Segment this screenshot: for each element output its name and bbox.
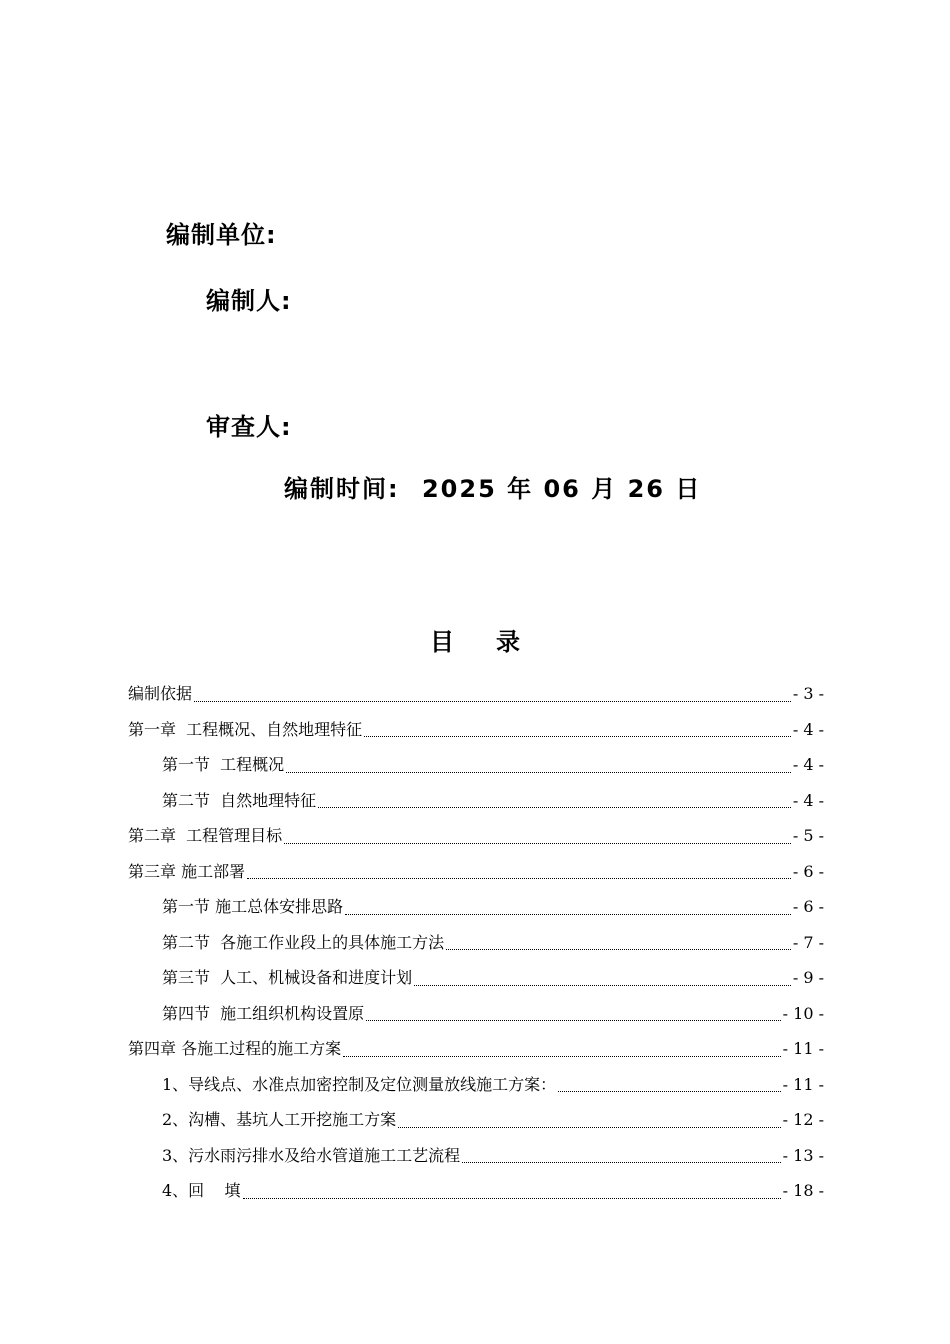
toc-leader-dots [286,771,791,773]
compile-date-label: 编制时间: [284,475,400,503]
toc-entry[interactable] [128,1173,824,1209]
toc-leader-dots [284,842,791,844]
toc-entry[interactable] [128,676,824,712]
toc-entry-label: 第二节 各施工作业段上的具体施工方法 [162,932,445,952]
toc-entry[interactable] [128,1102,824,1138]
compile-date-year-unit: 年 [507,475,534,503]
toc-leader-dots [194,700,791,702]
compile-date-year: 2025 [421,475,497,503]
compile-date-day: 26 [627,475,666,503]
toc-entry-page: - 18 - [782,1181,824,1200]
toc-entry-label: 第三节 人工、机械设备和进度计划 [162,968,413,987]
toc-entry-page: - 11 - [782,1074,824,1094]
compile-date-day-unit: 日 [675,475,702,503]
toc-entry-page: - 9 - [792,968,824,987]
toc-entry-page: - 12 - [782,1110,824,1129]
toc-entry[interactable] [128,1138,824,1174]
toc-entry-page: - 7 - [792,932,824,952]
toc-title-char-1: 目 [430,627,454,656]
toc-leader-dots [343,1055,781,1057]
toc-entry-page: - 6 - [792,861,824,881]
toc-entry-label: 第四节 施工组织机构设置原 [162,1003,365,1023]
toc-leader-dots [243,1197,781,1199]
toc-leader-dots [364,735,791,737]
compile-date [284,469,701,504]
compile-date-month-unit: 月 [591,475,618,503]
toc-entry-label: 第四章 各施工过程的施工方案 [128,1039,342,1058]
table-of-contents [128,676,824,1209]
toc-entry-label: 第一节 工程概况 [162,755,285,774]
toc-entry[interactable] [128,1067,824,1103]
toc-entry[interactable] [128,925,824,961]
toc-entry-label: 第一章 工程概况、自然地理特征 [128,719,363,739]
toc-entry[interactable] [128,960,824,996]
toc-leader-dots [398,1126,780,1128]
compiler-label: 编制人: [206,287,292,315]
toc-entry-page: - 4 - [792,790,824,810]
toc-entry[interactable] [128,783,824,819]
toc-entry-label: 第一节 施工总体安排思路 [162,897,344,916]
toc-entry-page: - 4 - [792,755,824,774]
reviewer-label: 审查人: [206,413,292,441]
compiling-unit-label: 编制单位: [166,221,277,249]
toc-entry[interactable] [128,747,824,783]
toc-title-char-2: 录 [496,627,520,656]
toc-entry-label: 第三章 施工部署 [128,861,246,881]
toc-leader-dots [446,948,791,950]
compile-date-month: 06 [543,475,581,503]
toc-entry[interactable] [128,818,824,854]
toc-leader-dots [318,806,791,808]
toc-entry[interactable] [128,996,824,1032]
toc-entry-label: 3、污水雨污排水及给水管道施工工艺流程 [162,1145,461,1165]
toc-leader-dots [462,1161,780,1163]
toc-leader-dots [247,877,791,879]
toc-entry-page: - 10 - [782,1003,824,1023]
toc-entry[interactable] [128,889,824,925]
toc-entry-page: - 13 - [782,1145,824,1165]
toc-entry[interactable] [128,854,824,890]
toc-entry-page: - 4 - [792,719,824,739]
toc-leader-dots [345,913,791,915]
toc-entry-page: - 3 - [792,684,824,703]
toc-entry-label: 编制依据 [128,684,193,703]
toc-leader-dots [366,1019,780,1021]
toc-entry-label: 第二节 自然地理特征 [162,790,317,810]
toc-leader-dots [414,984,791,986]
toc-leader-dots [558,1090,780,1092]
toc-entry-page: - 6 - [792,897,824,916]
toc-entry-page: - 5 - [792,826,824,845]
toc-entry-label: 2、沟槽、基坑人工开挖施工方案 [162,1110,397,1129]
toc-title [0,622,950,657]
toc-entry-label: 第二章 工程管理目标 [128,826,283,845]
toc-entry-label: 1、导线点、水准点加密控制及定位测量放线施工方案： [162,1074,557,1094]
toc-entry-page: - 11 - [782,1039,824,1058]
toc-entry[interactable] [128,712,824,748]
toc-entry-label: 4、回 填 [162,1181,241,1200]
toc-entry[interactable] [128,1031,824,1067]
